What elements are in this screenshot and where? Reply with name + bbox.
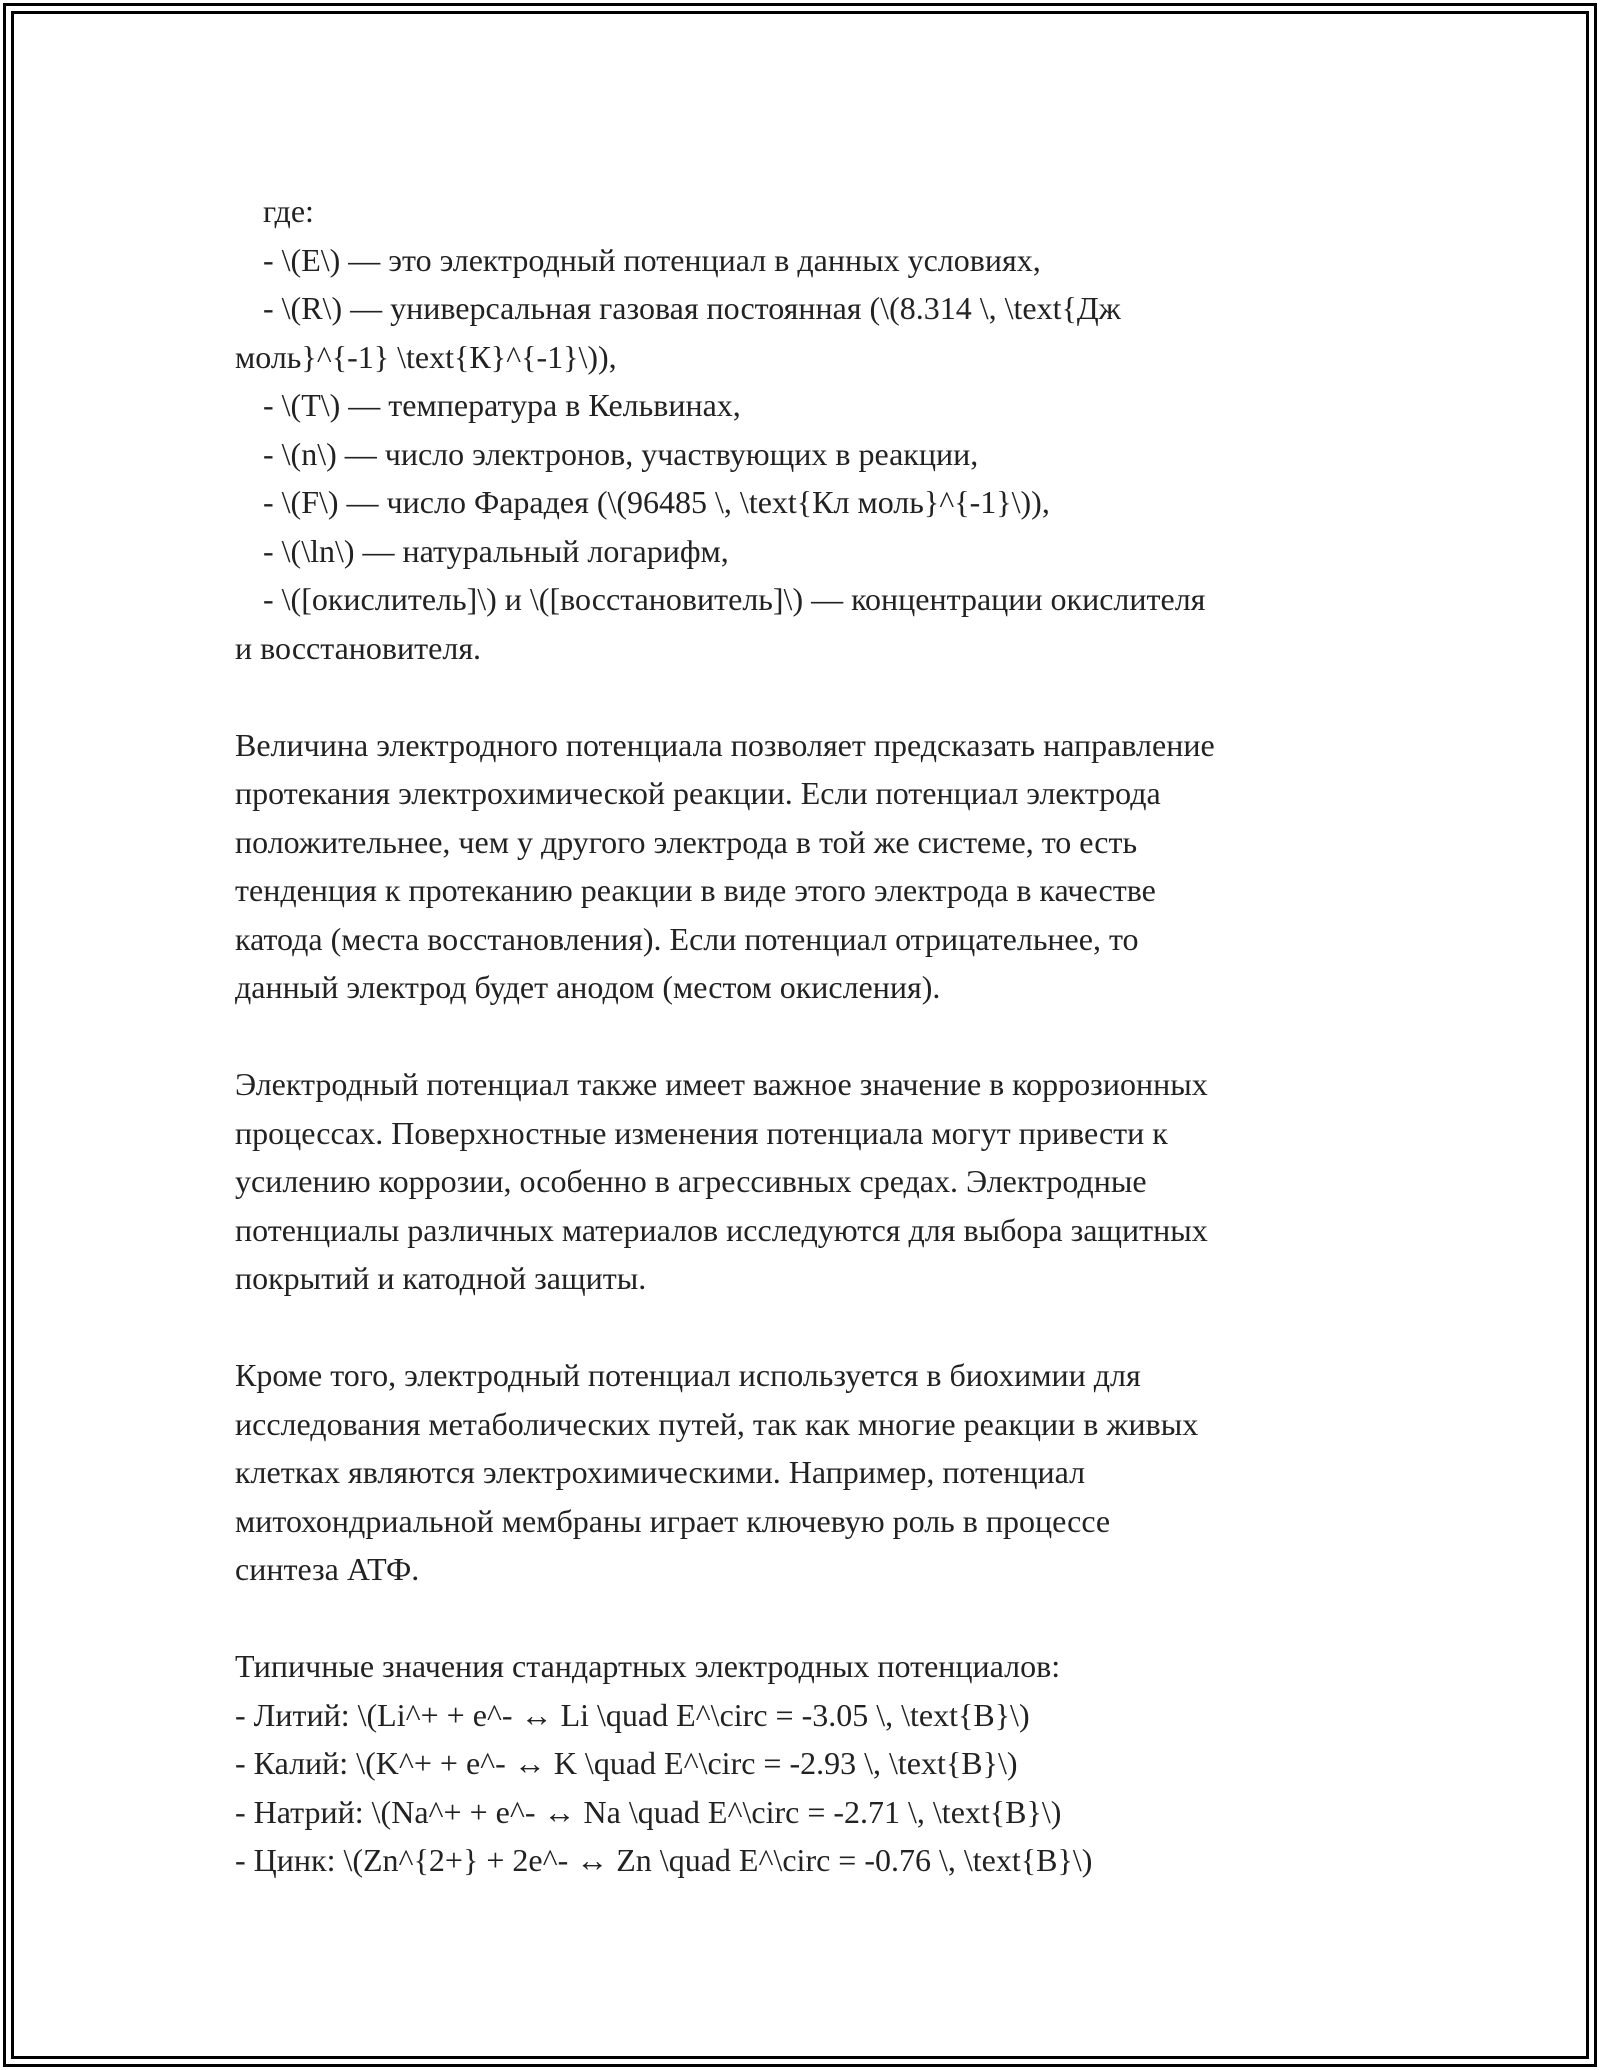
paragraph-line: Электродный потенциал также имеет важное значение в коррозионных (235, 1066, 1208, 1102)
paragraph-potential-direction (235, 721, 1375, 1012)
paragraph-line: митохондриальной мембраны играет ключевую роль в процессе (235, 1502, 1111, 1539)
definitions-block (235, 187, 1375, 672)
definition-item: - \(R\) — универсальная газовая постоянная (\(8.314 \, \text{Дж (263, 290, 1121, 326)
definition-item: - \(T\) — температура в Кельвинах, (263, 387, 741, 423)
paragraph-line: клетках являются электрохимическими. Например, потенциал (235, 1454, 1086, 1490)
paragraph-line: положительнее, чем у другого электрода в той же системе, то есть (235, 823, 1138, 860)
paragraph-line: потенциалы различных материалов исследуются для выбора защитных (235, 1211, 1208, 1248)
paragraph-line: катода (места восстановления). Если потенциал отрицательнее, то (235, 920, 1139, 957)
potential-item: - Цинк: \(Zn^{2+} + 2e^- ↔ Zn \quad E^\circ = -0.76 \, \text{В}\) (235, 1842, 1093, 1878)
paragraph-gap (235, 1012, 1375, 1061)
document-body (235, 187, 1375, 1885)
paragraph-line: покрытий и катодной защиты. (235, 1260, 647, 1296)
potential-item: - Литий: \(Li^+ + e^- ↔ Li \quad E^\circ = -3.05 \, \text{В}\) (235, 1696, 1030, 1733)
paragraph-line: протекания электрохимической реакции. Если потенциал электрода (235, 775, 1161, 811)
paragraph-line: исследования метаболических путей, так как многие реакции в живых (235, 1405, 1199, 1442)
paragraph-gap (235, 672, 1375, 721)
potential-item: - Натрий: \(Na^+ + e^- ↔ Na \quad E^\circ = -2.71 \, \text{В}\) (235, 1793, 1062, 1830)
paragraph-gap (235, 1303, 1375, 1352)
paragraph-line: Кроме того, электродный потенциал используется в биохимии для (235, 1357, 1141, 1393)
paragraph-line: усилению коррозии, особенно в агрессивных средах. Электродные (235, 1163, 1147, 1199)
paragraph-corrosion (235, 1060, 1375, 1303)
paragraph-line: тенденция к протеканию реакции в виде этого электрода в качестве (235, 872, 1156, 908)
potentials-heading: Типичные значения стандартных электродных потенциалов: (235, 1648, 1061, 1684)
paragraph-line: Величина электродного потенциала позволяет предсказать направление (235, 726, 1215, 763)
definition-item-continuation: и восстановителя. (235, 629, 482, 666)
definitions-intro: где: (263, 193, 314, 229)
definition-item: - \(E\) — это электродный потенциал в данных условиях, (263, 241, 1041, 278)
paragraph-gap (235, 1594, 1375, 1643)
paragraph-line: синтеза АТФ. (235, 1551, 420, 1587)
definition-item: - \([окислитель]\) и \([восстановитель]\) — концентрации окислителя (263, 581, 1206, 617)
potential-item: - Калий: \(K^+ + e^- ↔ K \quad E^\circ = -2.93 \, \text{В}\) (235, 1745, 1018, 1781)
definition-item-continuation: моль}^{-1} \text{К}^{-1}\)), (235, 338, 617, 375)
paragraph-line: процессах. Поверхностные изменения потенциала могут привести к (235, 1114, 1168, 1151)
paragraph-biochemistry (235, 1351, 1375, 1594)
paragraph-line: данный электрод будет анодом (местом окисления). (235, 969, 941, 1005)
definition-item: - \(n\) — число электронов, участвующих в реакции, (263, 435, 979, 472)
standard-potentials-list (235, 1642, 1375, 1885)
definition-item: - \(F\) — число Фарадея (\(96485 \, \text{Кл моль}^{-1}\)), (263, 484, 1050, 520)
definition-item: - \(\ln\) — натуральный логарифм, (263, 532, 729, 569)
